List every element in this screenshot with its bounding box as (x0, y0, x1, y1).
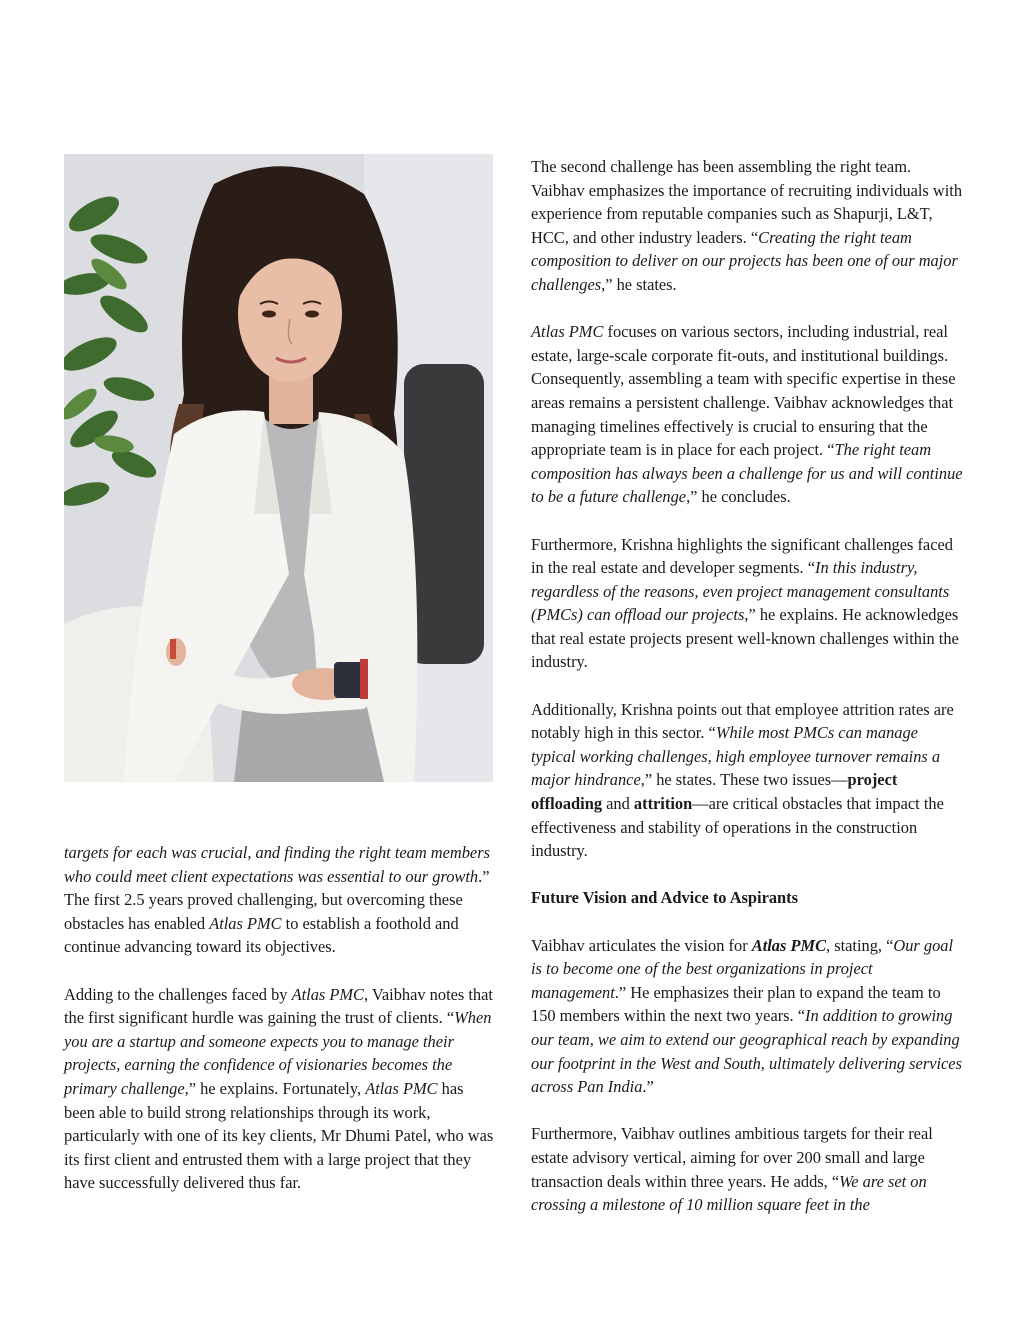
quote-text: In this industry, regardless of the reasons, even project management consultants (PMCs) can offload our projects (531, 558, 950, 625)
paragraph (64, 983, 496, 1195)
paragraph (531, 934, 963, 1099)
bold-term: project offloading (531, 770, 898, 814)
section-heading: Future Vision and Advice to Aspirants (531, 888, 799, 908)
left-text-column (64, 841, 496, 1219)
body-text: ,” he states. These two issues— (640, 770, 848, 790)
body-text: , stating, “ (826, 935, 894, 955)
body-text: Adding to the challenges faced by (64, 984, 292, 1004)
body-text: ,” he explains. Fortunately, (184, 1078, 366, 1098)
body-text: Vaibhav articulates the vision for (531, 935, 752, 955)
body-text: has been able to build strong relationships through its work, particularly with one of its key clients, Mr Dhumi Patel, who was its first client and entrusted them with a large project that they have successfully delivered thus far. (64, 1078, 494, 1193)
company-name: Atlas PMC (209, 913, 282, 933)
quote-text: targets for each was crucial, and finding the right team members who could meet client expectations was essential to our growth (64, 843, 490, 886)
quote-text: We are set on crossing a milestone of 10 million square feet in the (531, 1171, 927, 1215)
body-text: , Vaibhav notes that the first significant hurdle was gaining the trust of clients. “ (64, 984, 493, 1028)
body-text: .” He emphasizes their plan to expand the team to 150 members within the next two years. “ (531, 982, 941, 1026)
paragraph (531, 698, 963, 863)
portrait-photo (64, 154, 493, 782)
bold-term: attrition (633, 794, 693, 814)
company-name: Atlas PMC (751, 935, 826, 955)
body-text: .” (642, 1077, 654, 1097)
body-text: Furthermore, Vaibhav outlines ambitious targets for their real estate advisory vertical, aiming for over 200 small and large transaction deals within three years. He adds, “ (531, 1124, 933, 1191)
body-text: ,” he concludes. (686, 487, 791, 507)
body-text: ,” he explains. He acknowledges that real estate projects present well-known challenges within the industry. (531, 605, 959, 672)
paragraph (531, 320, 963, 509)
company-name: Atlas PMC (291, 984, 364, 1004)
body-text: .” The first 2.5 years proved challenging, but overcoming these obstacles has enabled (64, 866, 490, 933)
quote-text: Creating the right team composition to deliver on our projects has been one of our major challenges (531, 227, 958, 294)
right-text-column (531, 155, 963, 1240)
body-text: Furthermore, Krishna highlights the significant challenges faced in the real estate and developer segments. “ (531, 534, 953, 578)
body-text: focuses on various sectors, including industrial, real estate, large-scale corporate fit-outs, and institutional buildings. Consequently, assembling a team with specific expertise in these areas remains a persistent challenge. Vaibhav acknowledges that managing timelines effectively is crucial to ensuring that the appropriate team is in place for each project. “ (531, 322, 956, 460)
body-text: ,” he states. (601, 274, 677, 294)
company-name: Atlas PMC (531, 322, 604, 342)
paragraph (531, 533, 963, 675)
quote-text: Our goal is to become one of the best organizations in project management (531, 935, 954, 1002)
paragraph (531, 155, 963, 297)
body-text: The second challenge has been assembling the right team. Vaibhav emphasizes the importance of recruiting individuals with experience from reputable companies such as Shapurji, L&T, HCC, and other industry leaders. “ (531, 157, 963, 247)
quote-text: When you are a startup and someone expects you to manage their projects, earning the confidence of visionaries becomes the primary challenge (64, 1008, 492, 1098)
company-name: Atlas PMC (365, 1078, 438, 1098)
body-text: —are critical obstacles that impact the effectiveness and stability of operations in the construction industry. (531, 794, 944, 861)
portrait-illustration (64, 154, 493, 782)
quote-text: The right team composition has always been a challenge for us and will continue to be a future challenge (531, 440, 963, 507)
quote-text: While most PMCs can manage typical working challenges, high employee turnover remains a major hindrance (531, 723, 941, 790)
quote-text: In addition to growing our team, we aim to extend our geographical reach by expanding our footprint in the West and South, ultimately delivering services across Pan India (531, 1006, 962, 1097)
body-text: Additionally, Krishna points out that employee attrition rates are notably high in this sector. “ (531, 699, 954, 743)
body-text: and (602, 794, 634, 814)
body-text: to establish a foothold and continue advancing toward its objectives. (64, 913, 459, 957)
paragraph (531, 1122, 963, 1216)
paragraph (64, 841, 496, 959)
